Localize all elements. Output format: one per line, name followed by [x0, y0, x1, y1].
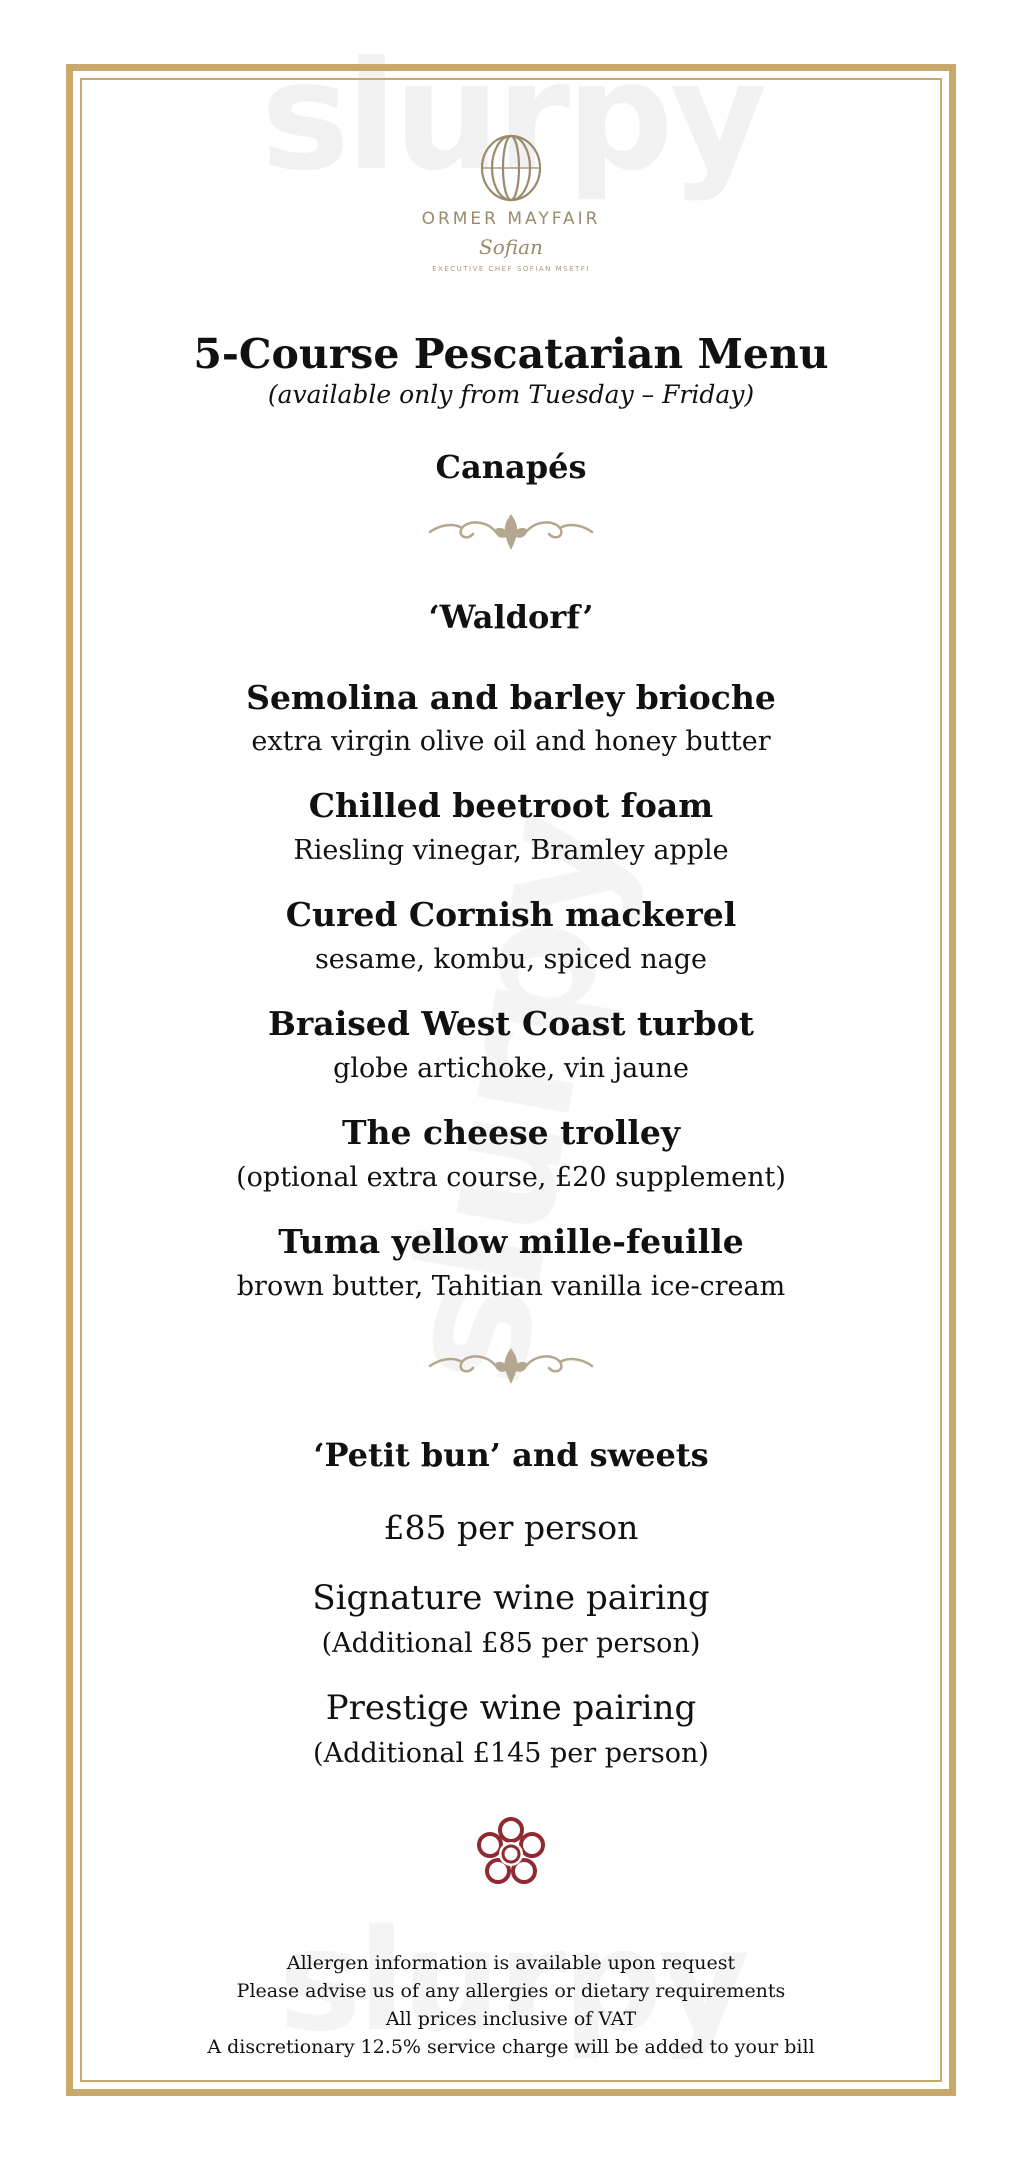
menu-title: 5-Course Pescatarian Menu [193, 330, 829, 378]
dish-name: Cured Cornish mackerel [285, 895, 737, 934]
brand-subtitle: EXECUTIVE CHEF SOFIAN MSETFI [432, 265, 590, 273]
dish-name: The cheese trolley [341, 1113, 681, 1152]
dish-name: Braised West Coast turbot [268, 1004, 754, 1043]
restaurant-logo [80, 133, 942, 273]
menu-subtitle: (available only from Tuesday – Friday) [267, 380, 755, 409]
ornamental-divider-icon [426, 510, 596, 554]
dish-name: Chilled beetroot foam [308, 786, 714, 825]
watermark-top: slurpy [260, 30, 764, 204]
dish-name: Tuma yellow mille-feuille [278, 1222, 744, 1261]
signature-wine-pairing: Signature wine pairing [312, 1578, 710, 1618]
dish-description: Riesling vinegar, Bramley apple [293, 835, 729, 866]
dish-description: (optional extra course, £20 supplement) [236, 1162, 786, 1193]
brand-name: ORMER MAYFAIR [421, 209, 601, 229]
footer-allergen-info: Allergen information is available upon request [286, 1952, 736, 1974]
signature-wine-pairing-price: (Additional £85 per person) [321, 1628, 701, 1659]
prestige-wine-pairing-price: (Additional £145 per person) [313, 1738, 709, 1769]
footer-service-charge: A discretionary 12.5% service charge will be added to your bill [207, 2036, 815, 2058]
dish-description: brown butter, Tahitian vanilla ice-cream [236, 1271, 786, 1302]
section-canapes: Canapés [435, 448, 587, 486]
ornamental-divider-icon [426, 1344, 596, 1388]
footer-vat-note: All prices inclusive of VAT [385, 2008, 637, 2030]
section-waldorf: ‘Waldorf’ [428, 598, 594, 636]
brand-script-signature: Sofian [479, 235, 543, 259]
ormer-o-globe-icon [478, 133, 544, 203]
prestige-wine-pairing: Prestige wine pairing [325, 1688, 697, 1728]
section-petit-bun: ‘Petit bun’ and sweets [313, 1436, 709, 1474]
dish-description: sesame, kombu, spiced nage [314, 944, 708, 975]
dish-description: extra virgin olive oil and honey butter [251, 726, 771, 757]
footer-allergy-advice: Please advise us of any allergies or dietary requirements [236, 1980, 786, 2002]
menu-price: £85 per person [383, 1508, 639, 1547]
michelin-star-flower-icon [473, 1816, 549, 1892]
dish-name: Semolina and barley brioche [246, 678, 776, 717]
dish-description: globe artichoke, vin jaune [333, 1053, 689, 1084]
